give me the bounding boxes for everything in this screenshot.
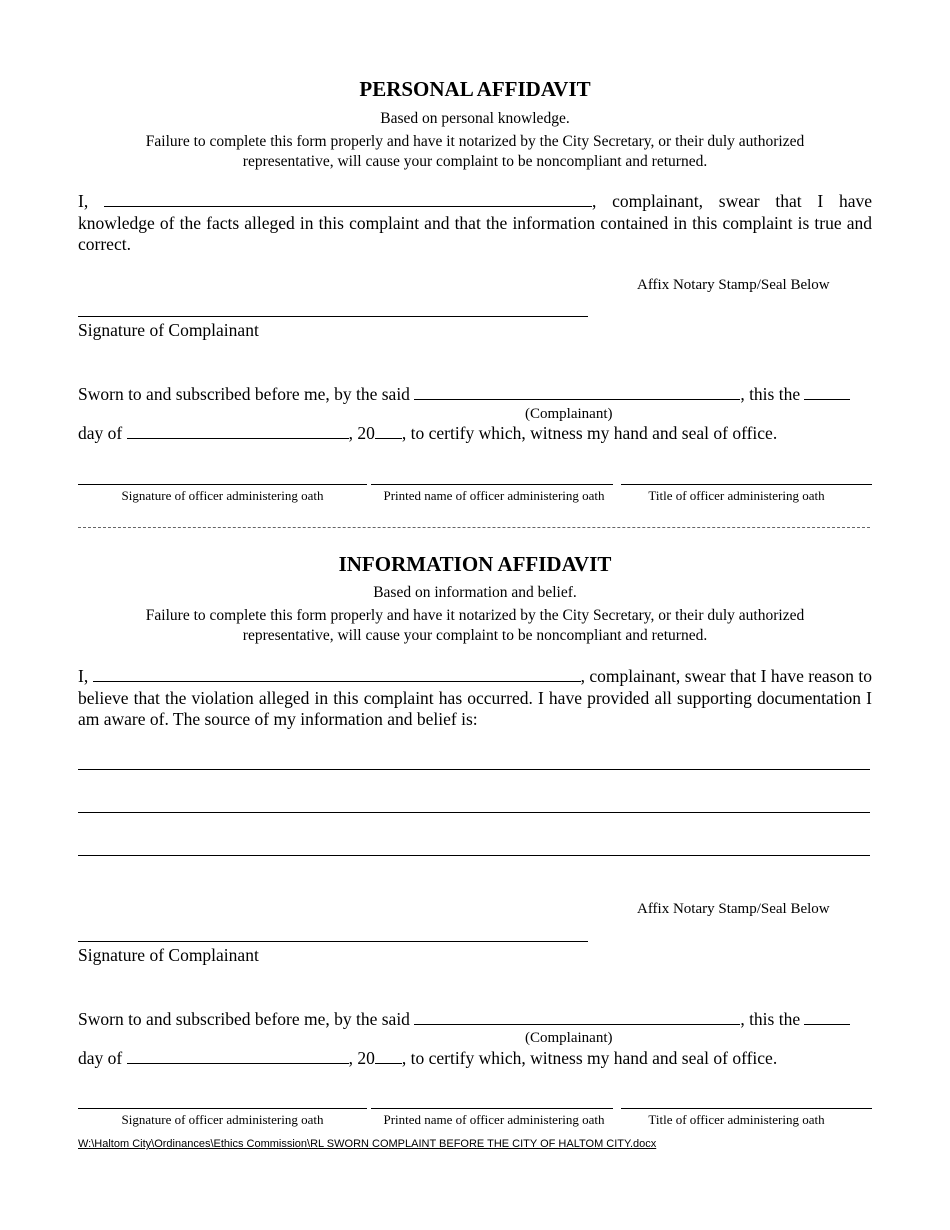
personal-officer-signature-label: Signature of officer administering oath [121, 488, 324, 503]
footer-file-path: W:\Haltom City\Ordinances\Ethics Commission\RL SWORN COMPLAINT BEFORE THE CITY OF HALTOM CITY.docx [78, 1138, 657, 1150]
personal-officer-signature-line[interactable] [78, 484, 367, 485]
information-source-line-1[interactable] [78, 769, 870, 770]
personal-officer-printed-name-line[interactable] [371, 484, 613, 485]
personal-sworn-complainant-blank[interactable] [414, 385, 740, 400]
personal-day-prefix: day of [78, 423, 123, 443]
information-affidavit-title: INFORMATION AFFIDAVIT [338, 552, 612, 576]
information-officer-printed-name-label: Printed name of officer administering oath [383, 1112, 605, 1127]
information-sworn-day-blank[interactable] [804, 1010, 850, 1025]
personal-year-prefix: , 20 [348, 423, 375, 443]
personal-notice-line1: Failure to complete this form properly and have it notarized by the City Secretary, or their duly authorized [145, 133, 805, 150]
personal-complainant-signature-line[interactable] [78, 316, 588, 317]
personal-affidavit-subtitle: Based on personal knowledge. [380, 110, 570, 127]
personal-sworn-day-blank[interactable] [804, 385, 850, 400]
personal-statement-text: , complainant, swear that I have knowledge of the facts alleged in this complaint and that the information contained in this complaint is true and correct. [78, 191, 873, 254]
personal-sworn-suffix: , this the [740, 384, 801, 404]
personal-notice-line2: representative, will cause your complaint to be noncompliant and returned. [242, 153, 708, 170]
information-officer-title-label: Title of officer administering oath [648, 1112, 825, 1127]
personal-sworn-row [78, 384, 872, 405]
information-certify-text: , to certify which, witness my hand and seal of office. [401, 1048, 778, 1068]
personal-complainant-name-blank[interactable] [104, 192, 592, 207]
personal-complainant-caption: (Complainant) [525, 406, 613, 422]
personal-certify-text: , to certify which, witness my hand and seal of office. [401, 423, 778, 443]
information-sworn-prefix: Sworn to and subscribed before me, by the said [78, 1009, 410, 1029]
personal-statement [78, 191, 872, 256]
personal-affidavit-title: PERSONAL AFFIDAVIT [359, 77, 591, 101]
information-year-prefix: , 20 [348, 1048, 375, 1068]
information-sworn-complainant-blank[interactable] [414, 1010, 740, 1025]
information-statement-text: , complainant, swear that I have reason to believe that the violation alleged in this complaint has occurred. I have provided all supporting documentation I am aware of. The source of my information and belief is: [78, 666, 872, 729]
information-signature-label: Signature of Complainant [78, 945, 259, 965]
information-notice-line1: Failure to complete this form properly and have it notarized by the City Secretary, or their duly authorized [145, 607, 805, 624]
information-complainant-signature-line[interactable] [78, 941, 588, 942]
information-sworn-suffix: , this the [740, 1009, 801, 1029]
information-source-line-3[interactable] [78, 855, 870, 856]
information-source-line-2[interactable] [78, 812, 870, 813]
information-sworn-row [78, 1009, 872, 1030]
personal-officer-title-label: Title of officer administering oath [648, 488, 825, 503]
personal-officer-printed-name-label: Printed name of officer administering oath [383, 488, 605, 503]
personal-year-blank[interactable] [375, 424, 402, 439]
personal-signature-label: Signature of Complainant [78, 320, 259, 340]
personal-month-blank[interactable] [127, 424, 349, 439]
information-year-blank[interactable] [375, 1049, 402, 1064]
information-notice-line2: representative, will cause your complaint to be noncompliant and returned. [242, 627, 708, 644]
information-month-blank[interactable] [127, 1049, 349, 1064]
personal-sworn-prefix: Sworn to and subscribed before me, by the said [78, 384, 410, 404]
information-officer-title-line[interactable] [621, 1108, 872, 1109]
personal-officer-title-line[interactable] [621, 484, 872, 485]
personal-notary-label: Affix Notary Stamp/Seal Below [637, 277, 830, 293]
information-statement [78, 666, 872, 731]
information-complainant-caption: (Complainant) [525, 1030, 613, 1046]
personal-statement-prefix: I, [78, 191, 89, 211]
information-officer-signature-label: Signature of officer administering oath [121, 1112, 324, 1127]
information-officer-signature-line[interactable] [78, 1108, 367, 1109]
personal-day-row [78, 423, 872, 444]
information-day-prefix: day of [78, 1048, 123, 1068]
information-notary-label: Affix Notary Stamp/Seal Below [637, 901, 830, 917]
information-statement-prefix: I, [78, 666, 89, 686]
section-divider [78, 527, 870, 528]
information-notice [105, 606, 845, 646]
information-day-row [78, 1048, 872, 1069]
information-affidavit-subtitle: Based on information and belief. [373, 584, 577, 601]
personal-notice [105, 132, 845, 172]
information-officer-printed-name-line[interactable] [371, 1108, 613, 1109]
information-complainant-name-blank[interactable] [93, 667, 581, 682]
